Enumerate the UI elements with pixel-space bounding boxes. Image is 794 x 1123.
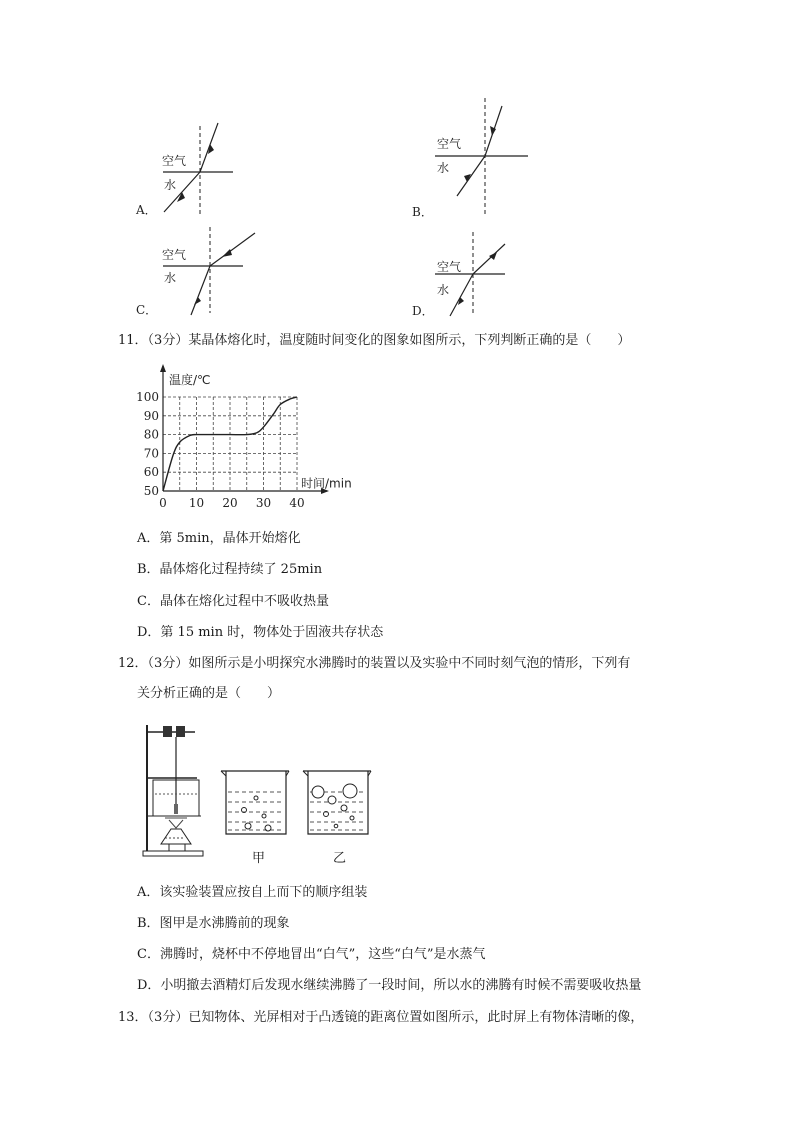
melting-chart xyxy=(136,362,370,514)
chart-grid xyxy=(163,397,297,491)
option-letter: C． xyxy=(136,303,158,317)
y-tick-label: 50 xyxy=(143,484,159,498)
question-11-stem: 11．（3分）某晶体熔化时，温度随时间变化的图象如图所示，下列判断正确的是（ ） xyxy=(118,333,631,348)
question-13-stem: 13．（3分）已知物体、光屏相对于凸透镜的距离位置如图所示，此时屏上有物体清晰的像， xyxy=(118,1010,644,1025)
q11-option-b[interactable]: B．晶体熔化过程持续了 25min xyxy=(137,562,323,577)
x-tick-label: 30 xyxy=(255,496,272,510)
y-tick-label: 60 xyxy=(143,465,159,480)
chart-ticks xyxy=(136,390,305,510)
y-tick-label: 90 xyxy=(143,408,159,423)
x-tick-label: 20 xyxy=(222,496,238,510)
q12-option-b[interactable]: B．图甲是水沸腾前的现象 xyxy=(137,916,290,931)
beaker-yi xyxy=(300,768,376,838)
air-label: 空气 xyxy=(162,248,187,262)
x-axis-label: 时间/min xyxy=(301,476,352,491)
q11-option-d[interactable]: D．第 15 min 时，物体处于固液共存状态 xyxy=(137,625,384,640)
water-label: 水 xyxy=(437,161,450,175)
air-label: 空气 xyxy=(162,154,187,168)
x-tick-label: 40 xyxy=(289,496,305,510)
option-letter: D． xyxy=(412,304,434,318)
water-label: 水 xyxy=(164,178,177,192)
question-12-stem-line1: 12．（3分）如图所示是小明探究水沸腾时的装置以及实验中不同时刻气泡的情形，下列有 xyxy=(118,656,631,671)
y-tick-label: 70 xyxy=(143,446,159,461)
refraction-figure-c xyxy=(130,225,260,317)
q11-option-c[interactable]: C．晶体在熔化过程中不吸收热量 xyxy=(137,594,329,609)
beaker-jia xyxy=(218,768,294,838)
water-label: 水 xyxy=(437,283,450,297)
beaker-label-jia: 甲 xyxy=(252,851,266,866)
q12-option-d[interactable]: D．小明撤去酒精灯后发现水继续沸腾了一段时间，所以水的沸腾有时候不需要吸收热量 xyxy=(137,978,642,993)
y-tick-label: 100 xyxy=(136,390,159,404)
option-letter: B． xyxy=(412,205,433,219)
y-axis-label: 温度/℃ xyxy=(169,373,211,387)
refraction-figure-b xyxy=(405,96,535,218)
refraction-figure-a xyxy=(130,120,250,220)
option-letter: A． xyxy=(136,203,157,217)
x-tick-label: 10 xyxy=(188,496,205,510)
y-axis-arrow xyxy=(160,364,166,372)
refraction-figure-d xyxy=(405,230,535,318)
water-label: 水 xyxy=(164,271,177,285)
y-tick-label: 80 xyxy=(143,427,159,442)
beaker-label-yi: 乙 xyxy=(333,851,347,866)
air-label: 空气 xyxy=(437,137,462,151)
boiling-apparatus-illustration xyxy=(135,720,210,860)
q12-option-c[interactable]: C．沸腾时，烧杯中不停地冒出“白气”，这些“白气”是水蒸气 xyxy=(137,947,486,962)
q11-option-a[interactable]: A．第 5min，晶体开始熔化 xyxy=(137,531,301,546)
question-12-stem-line2: 关分析正确的是（ ） xyxy=(137,686,281,701)
q12-option-a[interactable]: A．该实验装置应按自上而下的顺序组装 xyxy=(137,885,368,900)
x-tick-label: 0 xyxy=(159,496,167,510)
air-label: 空气 xyxy=(437,260,462,274)
